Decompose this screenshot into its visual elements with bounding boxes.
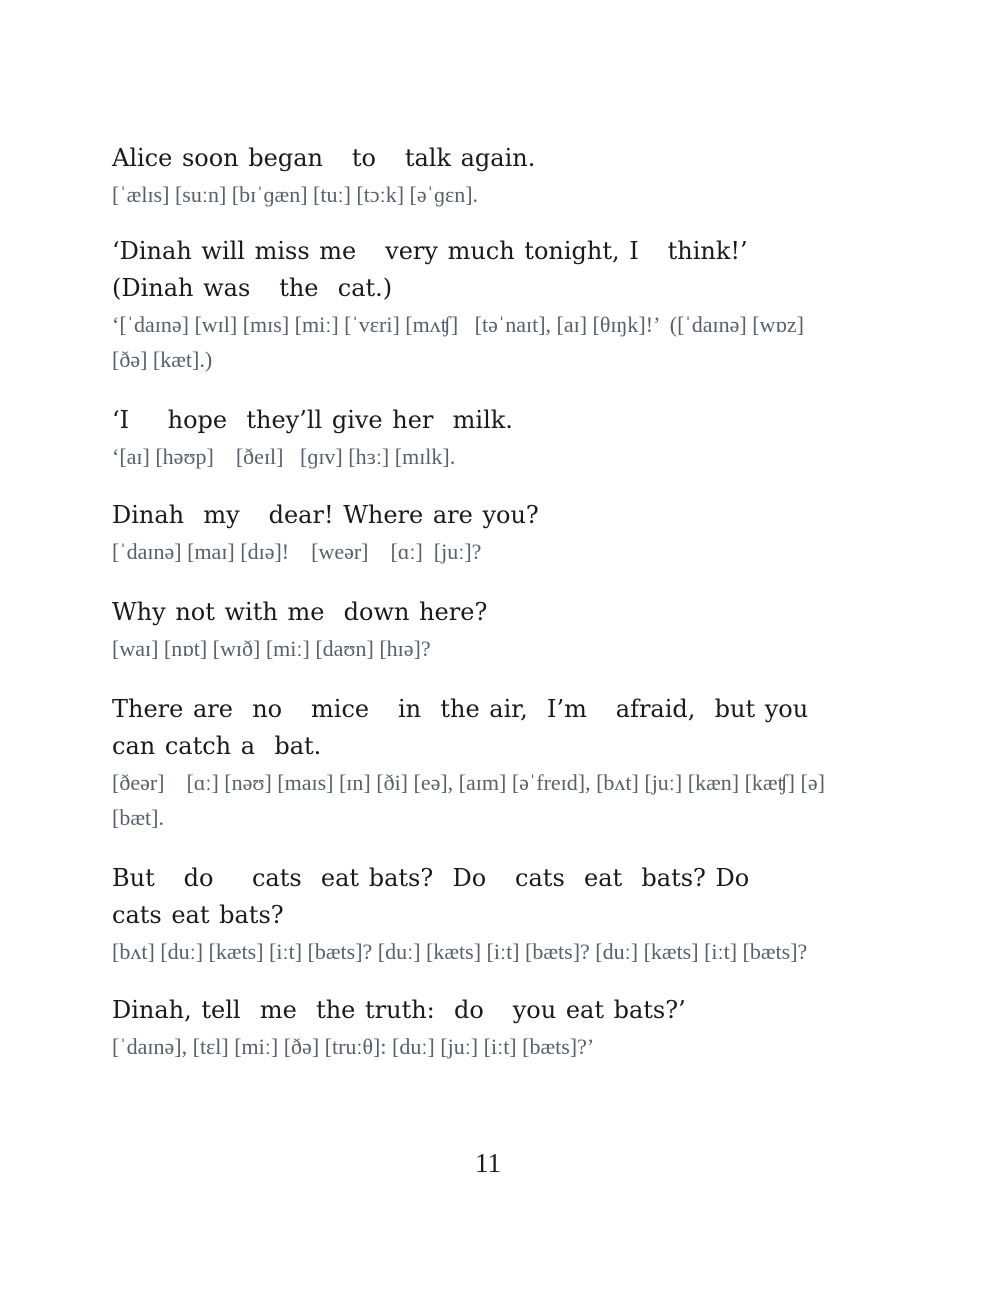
english-sentence: There are no mice in the air, I’m afraid, but you can catch a bat.: [112, 695, 818, 760]
english-sentence: Alice soon began to talk again.: [112, 144, 536, 172]
text-block-6: [112, 691, 832, 835]
ipa-transcription: [ˈælɪs] [suːn] [bɪˈɡæn] [tuː] [tɔːk] [əˈɡɛn].: [112, 182, 479, 207]
page-content: [112, 140, 832, 1064]
ipa-transcription: [ˈdaɪnə] [maɪ] [dɪə]! [weər] [ɑː] [juː]?: [112, 539, 482, 564]
text-block-4: [112, 497, 832, 569]
ipa-transcription: [bʌt] [duː] [kæts] [iːt] [bæts]? [duː] [kæts] [iːt] [bæts]? [duː] [kæts] [iːt] [bæts]?: [112, 939, 808, 964]
page-number: 11: [475, 1148, 501, 1178]
english-sentence: ‘Dinah will miss me very much tonight, I think!’ (Dinah was the cat.): [112, 237, 758, 302]
ipa-transcription: ‘[ˈdaɪnə] [wɪl] [mɪs] [miː] [ˈvɛri] [mʌʧ] [təˈnaɪt], [aɪ] [θɪŋk]!’ ([ˈdaɪnə] [wɒz] [ðə] [kæt].): [112, 312, 810, 372]
english-sentence: But do cats eat bats? Do cats eat bats? Do cats eat bats?: [112, 864, 788, 929]
text-block-7: [112, 860, 832, 969]
text-block-3: [112, 402, 832, 474]
english-sentence: Why not with me down here?: [112, 598, 488, 626]
text-block-1: [112, 140, 832, 212]
ipa-transcription: [ðeər] [ɑː] [nəʊ] [maɪs] [ɪn] [ði] [eə], [aɪm] [əˈfreɪd], [bʌt] [juː] [kæn] [kæʧ] [ə] [bæt].: [112, 770, 831, 830]
english-sentence: ‘I hope they’ll give her milk.: [112, 406, 513, 434]
ipa-transcription: [waɪ] [nɒt] [wɪð] [miː] [daʊn] [hɪə]?: [112, 636, 431, 661]
ipa-transcription: ‘[aɪ] [həʊp] [ðeɪl] [ɡɪv] [hɜː] [mɪlk].: [112, 444, 456, 469]
text-block-2: [112, 233, 832, 377]
english-sentence: Dinah my dear! Where are you?: [112, 501, 539, 529]
text-block-8: [112, 992, 832, 1064]
text-block-5: [112, 594, 832, 666]
ipa-transcription: [ˈdaɪnə], [tɛl] [miː] [ðə] [truːθ]: [duː] [juː] [iːt] [bæts]?’: [112, 1034, 595, 1059]
english-sentence: Dinah, tell me the truth: do you eat bats?’: [112, 996, 686, 1024]
